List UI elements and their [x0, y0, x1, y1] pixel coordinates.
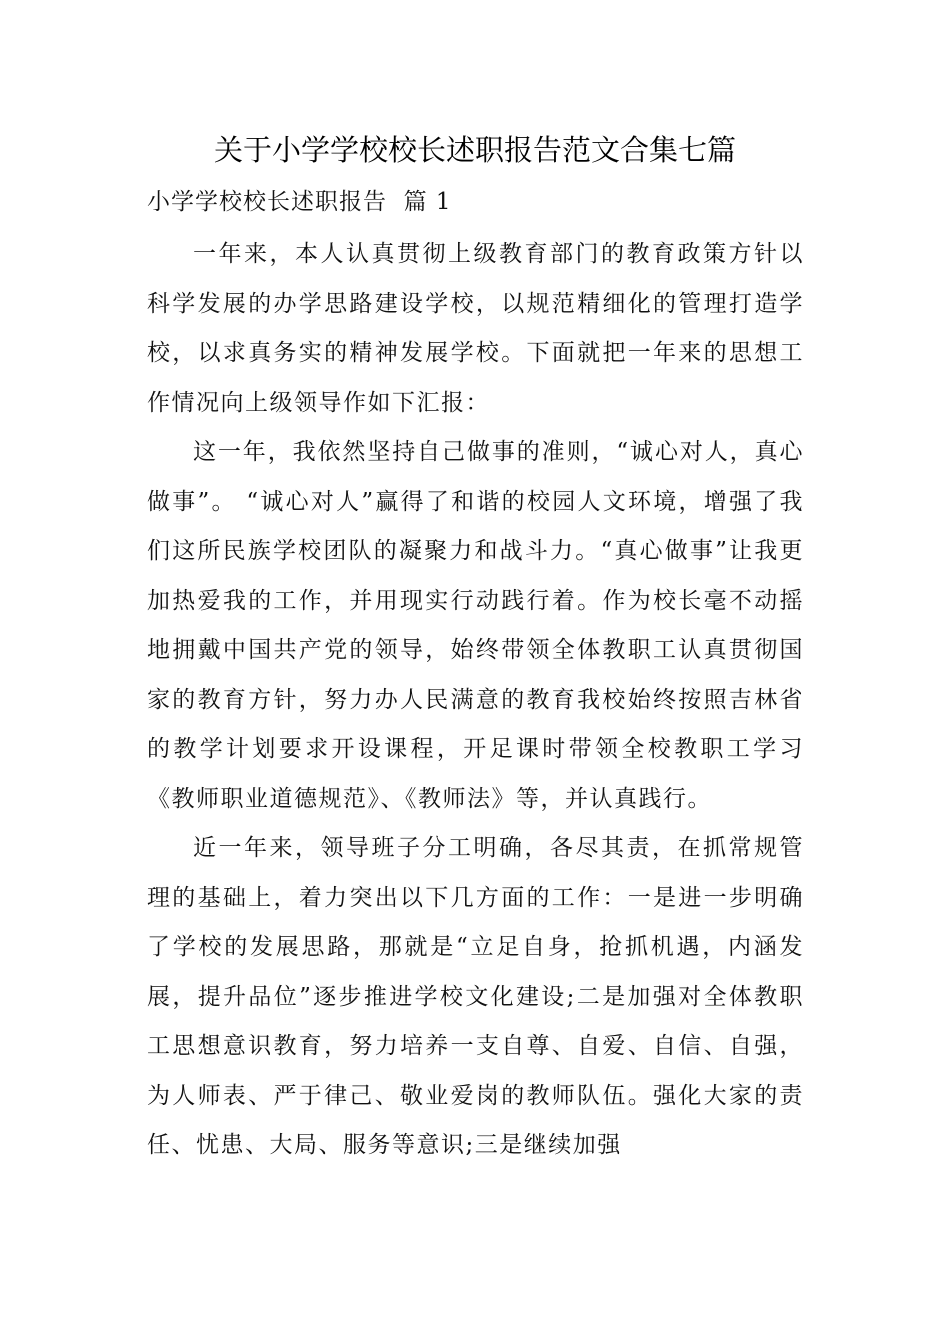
section-heading: 小学学校校长述职报告 篇 1 [147, 189, 452, 215]
body-paragraph: 一年来，本人认真贯彻上级教育部门的教育政策方针以科学发展的办学思路建设学校，以规范精细化的管理打造学校，以求真务实的精神发展学校。下面就把一年来的思想工作情况向上级领导作如下汇报： [147, 241, 804, 416]
document-body [147, 230, 804, 1171]
document-title: 关于小学学校校长述职报告范文合集七篇 [213, 133, 736, 167]
body-paragraph: 这一年，我依然坚持自己做事的准则，“诚心对人，真心做事”。 “诚心对人”赢得了和谐的校园人文环境，增强了我们这所民族学校团队的凝聚力和战斗力。“真心做事”让我更加热爱我的工作，并用现实行动践行着。作为校长毫不动摇地拥戴中国共产党的领导，始终带领全体教职工认真贯彻国家的教育方针，努力办人民满意的教育我校始终按照吉林省的教学计划要求开设课程，开足课时带领全校教职工学习《教师职业道德规范》、《教师法》等，并认真践行。 [147, 439, 804, 812]
body-paragraph: 近一年来，领导班子分工明确，各尽其责，在抓常规管理的基础上，着力突出以下几方面的工作：一是进一步明确了学校的发展思路，那就是“立足自身，抢抓机遇，内涵发展，提升品位”逐步推进学校文化建设;二是加强对全体教职工思想意识教育，努力培养一支自尊、自爱、自信、自强，为人师表、严于律己、敬业爱岗的教师队伍。强化大家的责任、忧患、大局、服务等意识;三是继续加强 [147, 835, 804, 1158]
